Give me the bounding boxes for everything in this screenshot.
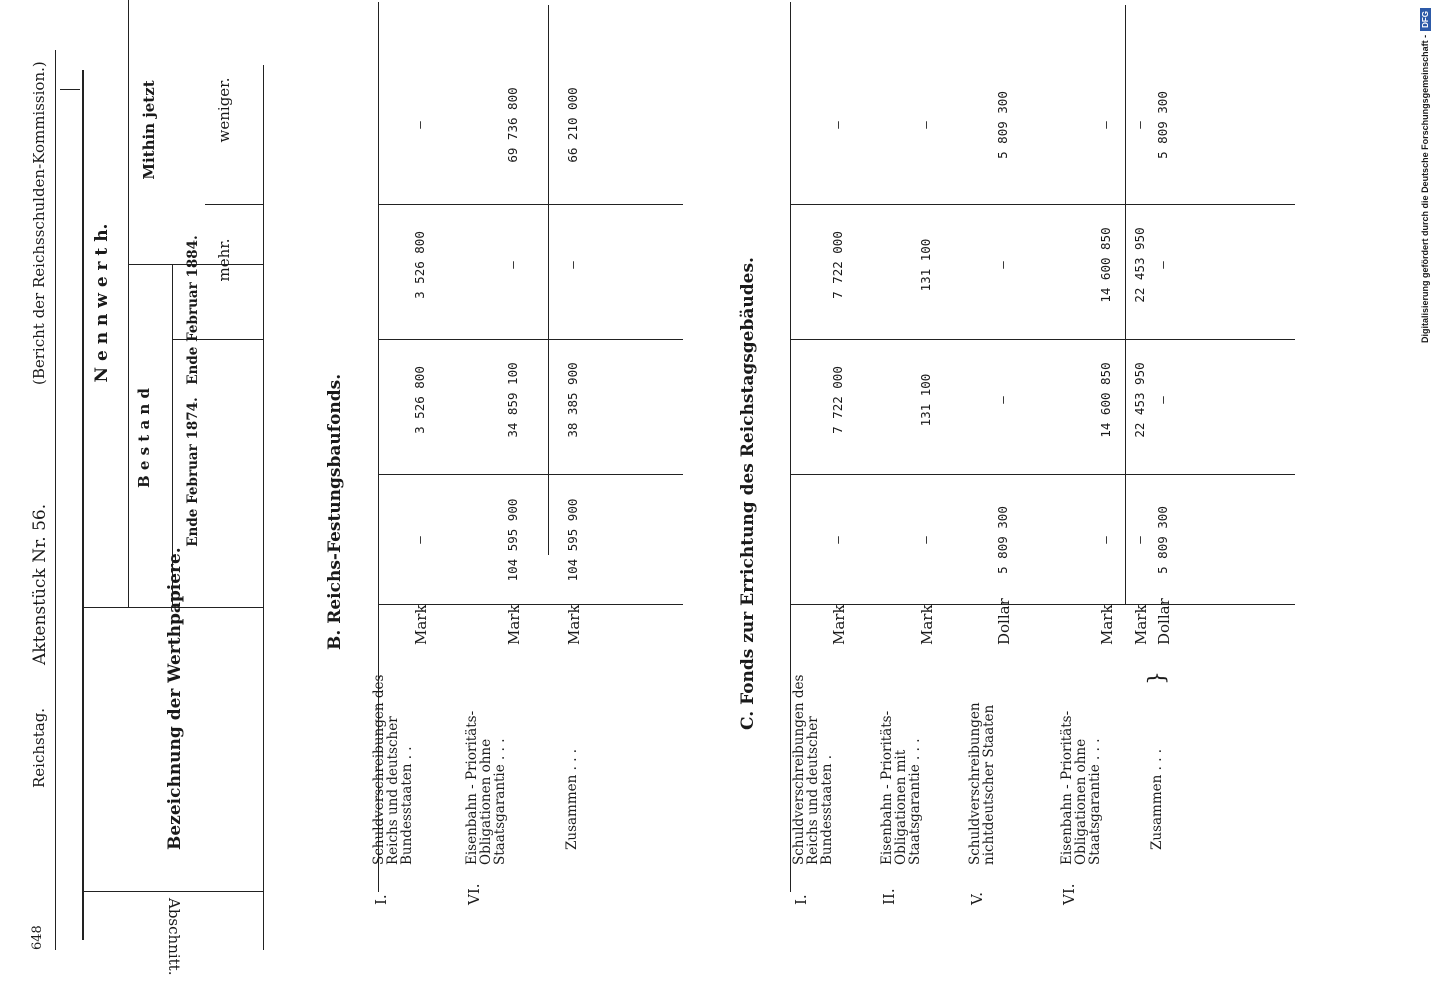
c-row1-bezeichnung: Schuldverschreibungen des Reichs und deutscher Bundesstaaten . [791,674,835,865]
c-row4-abschnitt: VI. [1060,883,1078,905]
c-row3-bezeichnung: Schuldverschreibungen nichtdeutscher Staaten [967,702,997,865]
table-top-rule [82,70,84,940]
c-row4-mehr: 14 600 850 [1098,227,1113,303]
c-col-divider-3 [790,339,1295,340]
c-total-mehr-dollar: — [1155,261,1170,269]
c-row4-ende-1884: 14 600 850 [1098,362,1113,438]
c-total-ende-1874-mark: — [1132,536,1147,544]
c-row3-ende-1874: 5 809 300 [995,506,1010,574]
c-row4-bezeichnung: Eisenbahn - Prioritäts-Obligationen ohne Staatsgarantie . . . [1059,710,1103,865]
c-total-waehrung-dollar: Dollar [1155,598,1173,645]
c-row1-waehrung: Mark [830,604,848,645]
header-ende-1874: Ende Februar 1874. [185,397,201,547]
c-row2-weniger: — [918,121,933,129]
b-col-divider-4 [378,204,683,205]
b-row1-weniger: — [412,121,427,129]
b-col-divider-2 [378,474,683,475]
header-bestand-rule [172,265,173,608]
section-b-title: B. Reichs-Festungsbaufonds. [325,373,345,650]
b-row1-abschnitt: I. [372,894,390,905]
header-mithin-jetzt: Mithin jetzt [140,80,158,180]
b-total-waehrung: Mark [565,604,583,645]
c-total-ende-1884-dollar: — [1155,396,1170,404]
c-total-brace: } [1145,671,1170,685]
b-row2-abschnitt: VI. [465,883,483,905]
b-row2-mehr: — [505,261,520,269]
table-header-bottom-rule [263,65,264,950]
running-head-bericht: (Bericht der Reichsschulden-Kommission.) [30,61,48,385]
c-row2-ende-1874: — [918,536,933,544]
b-total-bezeichnung: Zusammen . . . [564,748,580,850]
header-mehr: mehr. [215,238,233,282]
b-row2-ende-1874: 104 595 900 [505,498,520,582]
c-row3-ende-1884: — [995,396,1010,404]
c-col-divider-2 [790,474,1295,475]
dfg-footer-text: Digitalisierung gefördert durch die Deutsche Forschungsgemeinschaft - [1420,34,1430,343]
b-total-weniger: 66 210 000 [565,87,580,163]
header-ende-1884: Ende Februar 1884. [185,235,201,385]
dfg-footer [1417,0,1432,1000]
header-weniger: weniger. [215,77,233,143]
running-head-aktenstueck: Aktenstück Nr. 56. [30,503,50,665]
c-row2-abschnitt: II. [880,888,898,905]
b-row1-waehrung: Mark [412,604,430,645]
b-total-mehr: — [565,261,580,269]
c-total-weniger-dollar: 5 809 300 [1155,91,1170,159]
c-row1-mehr: 7 722 000 [830,231,845,299]
c-row1-ende-1874: — [830,536,845,544]
b-row2-ende-1884: 34 859 100 [505,362,520,438]
c-row1-weniger: — [830,121,845,129]
b-total-ende-1874: 104 595 900 [565,498,580,582]
c-row4-waehrung: Mark [1098,604,1116,645]
dfg-logo: DFG [1420,8,1431,31]
b-col-divider-3 [378,339,683,340]
c-total-bezeichnung: Zusammen . . . [1149,748,1165,850]
c-row4-weniger: — [1098,121,1113,129]
c-total-waehrung-mark: Mark [1132,604,1150,645]
header-nennwerth-rule [128,0,129,608]
c-row3-weniger: 5 809 300 [995,91,1010,159]
c-row1-ende-1884: 7 722 000 [830,366,845,434]
c-col-divider-4 [790,204,1295,205]
c-total-mehr-mark: 22 453 950 [1132,227,1147,303]
section-c-title: C. Fonds zur Errichtung des Reichstagsgebäudes. [738,257,758,730]
b-row2-waehrung: Mark [505,604,523,645]
b-row1-mehr: 3 526 800 [412,231,427,299]
c-col-divider-1 [790,604,1295,605]
c-row4-ende-1874: — [1098,536,1113,544]
running-head-reichstag: Reichstag. [30,707,48,788]
header-abschnitt: Abschnitt. [165,898,183,976]
page-number: 648 [30,925,45,950]
c-total-ende-1874-dollar: 5 809 300 [1155,506,1170,574]
c-row3-abschnitt: V. [968,892,986,905]
c-row2-mehr: 131 100 [918,238,933,292]
c-row2-ende-1884: 131 100 [918,373,933,427]
c-sum-rule [1125,5,1126,605]
header-rule [55,50,56,950]
col-divider-abschnitt [82,891,264,892]
header-nennwerth: N e n n w e r t h. [92,223,112,383]
col-divider-mehr-weniger [205,204,263,205]
c-row1-abschnitt: I. [792,894,810,905]
c-row3-mehr: — [995,261,1010,269]
header-tick [60,89,80,90]
c-total-weniger-mark: — [1132,121,1147,129]
b-row1-ende-1884: 3 526 800 [412,366,427,434]
c-row2-bezeichnung: Eisenbahn - Prioritäts-Obligationen mit Staatsgarantie . . . [879,710,923,865]
b-row2-weniger: 69 736 800 [505,87,520,163]
c-total-ende-1884-mark: 22 453 950 [1132,362,1147,438]
header-bestand: B e s t a n d [135,387,153,489]
b-total-ende-1884: 38 385 900 [565,362,580,438]
header-bezeichnung: Bezeichnung der Werthpapiere. [165,547,185,850]
c-row2-waehrung: Mark [918,604,936,645]
b-row1-bezeichnung: Schuldverschreibungen des Reichs und deutscher Bundesstaaten . . [371,674,415,865]
b-sum-rule [548,5,549,555]
b-row1-ende-1874: — [412,536,427,544]
c-row3-waehrung: Dollar [995,598,1013,645]
b-row2-bezeichnung: Eisenbahn - Prioritäts-Obligationen ohne Staatsgarantie . . . [464,710,508,865]
